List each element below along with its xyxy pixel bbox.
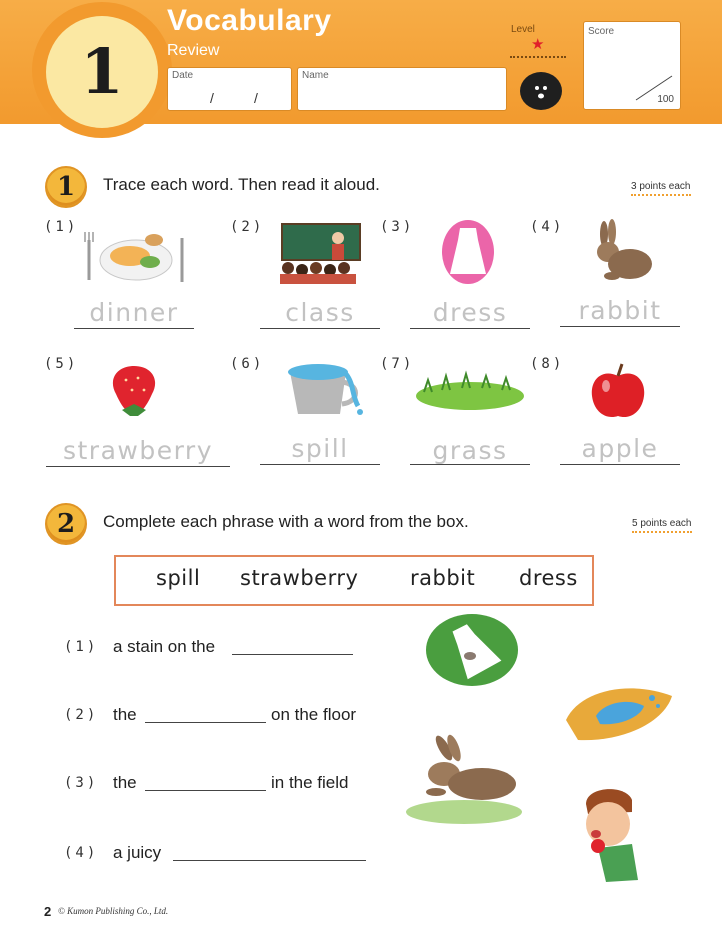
section-2-badge bbox=[45, 503, 87, 545]
page-subtitle: Review bbox=[167, 42, 220, 59]
date-slash: / bbox=[210, 90, 214, 106]
unit-badge bbox=[46, 16, 158, 128]
phrase-number: (4) bbox=[64, 845, 99, 861]
trace-line bbox=[560, 326, 680, 327]
copyright: © Kumon Publishing Co., Ltd. bbox=[58, 906, 169, 916]
trace-word-dinner: dinner bbox=[89, 298, 179, 327]
level-divider bbox=[510, 56, 566, 58]
dress-icon bbox=[440, 218, 496, 288]
section-1-instruction: Trace each word. Then read it aloud. bbox=[103, 175, 380, 194]
item-number: (4) bbox=[530, 219, 565, 235]
trace-line bbox=[560, 464, 680, 465]
answer-blank[interactable] bbox=[145, 790, 266, 791]
unit-number: 1 bbox=[80, 35, 124, 108]
classroom-icon bbox=[276, 222, 364, 286]
item-number: (2) bbox=[230, 219, 265, 235]
date-label: Date bbox=[172, 70, 194, 81]
phrase-text: in the field bbox=[271, 773, 349, 792]
phrase-text: a juicy bbox=[113, 843, 162, 862]
phrase-number: (1) bbox=[64, 639, 99, 655]
section-2-points: 5 points each bbox=[632, 518, 692, 533]
dinner-plate-icon bbox=[80, 226, 190, 288]
section-2-number: 2 bbox=[56, 509, 76, 539]
trace-word-dress: dress bbox=[432, 298, 508, 327]
section-1-number: 1 bbox=[56, 172, 76, 202]
phrase-text: the bbox=[113, 773, 137, 792]
word-box-item: spill bbox=[156, 566, 201, 590]
grass-icon bbox=[414, 372, 526, 412]
phrase-text: a stain on the bbox=[113, 637, 216, 656]
name-label: Name bbox=[302, 70, 329, 81]
boy-eating-strawberry-icon bbox=[576, 784, 646, 882]
trace-line bbox=[260, 464, 380, 465]
trace-word-grass: grass bbox=[432, 436, 508, 465]
trace-word-spill: spill bbox=[291, 434, 349, 463]
phrase-number: (2) bbox=[64, 707, 99, 723]
section-1-points: 3 points each bbox=[631, 181, 691, 196]
trace-line bbox=[46, 466, 230, 467]
spilled-cup-icon bbox=[280, 362, 366, 418]
section-2-instruction: Complete each phrase with a word from the box. bbox=[103, 512, 469, 531]
trace-line bbox=[410, 328, 530, 329]
score-label: Score bbox=[588, 26, 615, 37]
trace-line bbox=[74, 328, 194, 329]
trace-word-class: class bbox=[285, 298, 355, 327]
page-number: 2 bbox=[44, 904, 52, 919]
page-title: Vocabulary bbox=[167, 4, 332, 37]
answer-blank[interactable] bbox=[173, 860, 366, 861]
stained-dress-icon bbox=[424, 612, 520, 688]
item-number: (7) bbox=[380, 356, 415, 372]
answer-blank[interactable] bbox=[145, 722, 266, 723]
face-icon bbox=[520, 72, 562, 110]
strawberry-icon bbox=[108, 360, 160, 418]
phrase-text: on the floor bbox=[271, 705, 357, 724]
word-box-item: rabbit bbox=[410, 566, 476, 590]
section-1-badge bbox=[45, 166, 87, 208]
item-number: (5) bbox=[44, 356, 79, 372]
date-slash: / bbox=[254, 90, 258, 106]
answer-blank[interactable] bbox=[232, 654, 353, 655]
date-field[interactable] bbox=[167, 67, 292, 111]
spill-on-floor-icon bbox=[560, 676, 678, 746]
word-box-item: dress bbox=[519, 566, 578, 590]
trace-word-strawberry: strawberry bbox=[62, 436, 214, 465]
word-box bbox=[114, 555, 594, 606]
name-field[interactable] bbox=[297, 67, 507, 111]
apple-icon bbox=[588, 362, 648, 422]
trace-word-apple: apple bbox=[581, 434, 659, 463]
item-number: (3) bbox=[380, 219, 415, 235]
word-box-item: strawberry bbox=[240, 566, 359, 590]
level-label: Level bbox=[511, 24, 535, 35]
rabbit-in-field-icon bbox=[404, 738, 524, 828]
item-number: (1) bbox=[44, 219, 79, 235]
score-box[interactable] bbox=[583, 21, 681, 110]
trace-line bbox=[410, 464, 530, 465]
trace-line bbox=[260, 328, 380, 329]
phrase-number: (3) bbox=[64, 775, 99, 791]
score-max: 100 bbox=[657, 94, 674, 105]
rabbit-icon bbox=[590, 220, 654, 284]
star-icon: ★ bbox=[531, 36, 545, 53]
phrase-text: the bbox=[113, 705, 137, 724]
item-number: (6) bbox=[230, 356, 265, 372]
trace-word-rabbit: rabbit bbox=[578, 296, 662, 325]
item-number: (8) bbox=[530, 356, 565, 372]
